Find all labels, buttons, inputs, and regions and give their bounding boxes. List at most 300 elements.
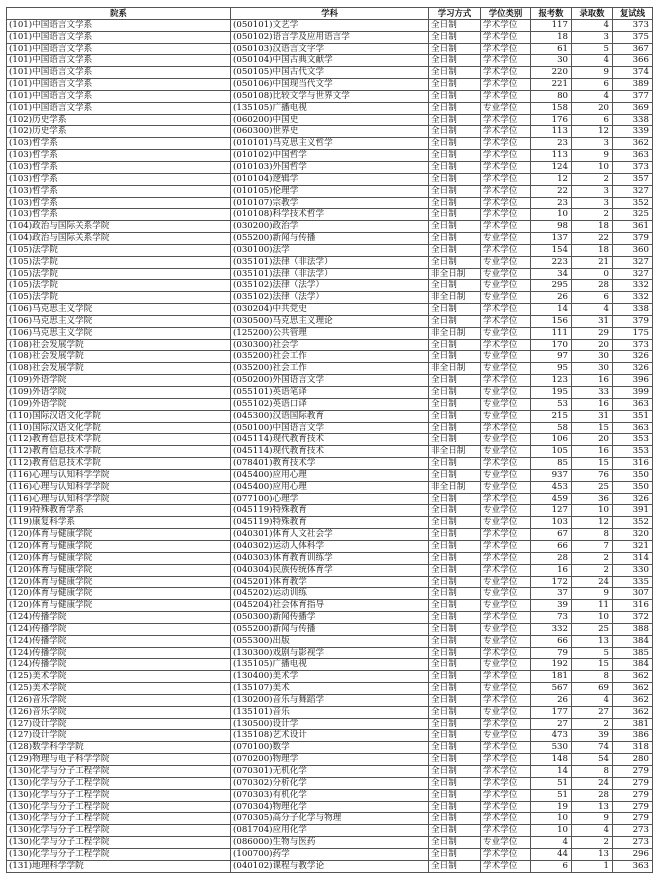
cell-department: (112)教育信息技术学院 <box>7 458 231 470</box>
cell-degree-type: 学术学位 <box>481 552 531 564</box>
cell-department: (128)数学科学学院 <box>7 742 231 754</box>
cell-subject: (045202)运动训练 <box>231 588 429 600</box>
cell-subject: (081704)应用化学 <box>231 825 429 837</box>
table-row <box>7 375 653 387</box>
table-row <box>7 90 653 102</box>
cell-study-mode: 全日制 <box>429 19 481 31</box>
cell-study-mode: 全日制 <box>429 623 481 635</box>
admissions-table <box>6 7 653 873</box>
cell-study-mode: 非全日制 <box>429 327 481 339</box>
cell-admitted: 39 <box>572 730 613 742</box>
cell-subject: (045300)汉语国际教育 <box>231 410 429 422</box>
cell-cutoff: 307 <box>613 588 653 600</box>
cell-department: (126)音乐学院 <box>7 706 231 718</box>
cell-subject: (010107)宗教学 <box>231 197 429 209</box>
cell-admitted: 5 <box>572 647 613 659</box>
cell-cutoff: 327 <box>613 185 653 197</box>
cell-study-mode: 非全日制 <box>429 292 481 304</box>
cell-department: (124)传播学院 <box>7 647 231 659</box>
cell-subject: (055300)出版 <box>231 635 429 647</box>
cell-applicants: 117 <box>531 19 572 31</box>
cell-applicants: 12 <box>531 173 572 185</box>
cell-degree-type: 专业学位 <box>481 730 531 742</box>
cell-admitted: 2 <box>572 564 613 576</box>
cell-department: (130)化学与分子工程学院 <box>7 801 231 813</box>
table-row <box>7 505 653 517</box>
cell-admitted: 4 <box>572 304 613 316</box>
cell-admitted: 15 <box>572 659 613 671</box>
cell-department: (125)美术学院 <box>7 683 231 695</box>
cell-subject: (045119)特殊教育 <box>231 505 429 517</box>
cell-study-mode: 全日制 <box>429 410 481 422</box>
cell-admitted: 22 <box>572 233 613 245</box>
table-row <box>7 67 653 79</box>
cell-department: (126)音乐学院 <box>7 694 231 706</box>
cell-degree-type: 专业学位 <box>481 351 531 363</box>
table-body <box>7 19 653 872</box>
table-row <box>7 422 653 434</box>
cell-department: (124)传播学院 <box>7 635 231 647</box>
cell-applicants: 23 <box>531 138 572 150</box>
cell-applicants: 332 <box>531 623 572 635</box>
cell-cutoff: 379 <box>613 233 653 245</box>
cell-subject: (045114)现代教育技术 <box>231 434 429 446</box>
table-row <box>7 789 653 801</box>
cell-degree-type: 专业学位 <box>481 398 531 410</box>
cell-study-mode: 全日制 <box>429 351 481 363</box>
table-row <box>7 102 653 114</box>
table-row <box>7 351 653 363</box>
cell-degree-type: 学术学位 <box>481 126 531 138</box>
cell-study-mode: 全日制 <box>429 718 481 730</box>
cell-cutoff: 332 <box>613 292 653 304</box>
cell-applicants: 10 <box>531 813 572 825</box>
cell-department: (119)康复科学系 <box>7 517 231 529</box>
cell-admitted: 16 <box>572 446 613 458</box>
cell-cutoff: 338 <box>613 114 653 126</box>
table-row <box>7 706 653 718</box>
cell-study-mode: 全日制 <box>429 67 481 79</box>
cell-degree-type: 专业学位 <box>481 292 531 304</box>
cell-subject: (135105)广播电视 <box>231 659 429 671</box>
cell-admitted: 4 <box>572 55 613 67</box>
cell-applicants: 79 <box>531 647 572 659</box>
cell-department: (130)化学与分子工程学院 <box>7 766 231 778</box>
table-row <box>7 623 653 635</box>
cell-department: (130)化学与分子工程学院 <box>7 837 231 849</box>
cell-admitted: 16 <box>572 398 613 410</box>
cell-study-mode: 全日制 <box>429 825 481 837</box>
cell-cutoff: 316 <box>613 458 653 470</box>
cell-degree-type: 学术学位 <box>481 801 531 813</box>
cell-cutoff: 361 <box>613 221 653 233</box>
cell-cutoff: 369 <box>613 102 653 114</box>
table-row <box>7 221 653 233</box>
cell-cutoff: 273 <box>613 825 653 837</box>
cell-department: (130)化学与分子工程学院 <box>7 848 231 860</box>
cell-degree-type: 专业学位 <box>481 233 531 245</box>
cell-subject: (035200)社会工作 <box>231 351 429 363</box>
cell-degree-type: 学术学位 <box>481 43 531 55</box>
cell-cutoff: 314 <box>613 552 653 564</box>
cell-admitted: 3 <box>572 197 613 209</box>
cell-cutoff: 363 <box>613 150 653 162</box>
table-row <box>7 517 653 529</box>
table-row <box>7 730 653 742</box>
cell-applicants: 295 <box>531 280 572 292</box>
cell-applicants: 158 <box>531 102 572 114</box>
cell-study-mode: 全日制 <box>429 138 481 150</box>
cell-applicants: 85 <box>531 458 572 470</box>
cell-cutoff: 332 <box>613 280 653 292</box>
table-row <box>7 801 653 813</box>
cell-subject: (030204)中共党史 <box>231 304 429 316</box>
cell-admitted: 16 <box>572 375 613 387</box>
cell-study-mode: 非全日制 <box>429 481 481 493</box>
cell-applicants: 937 <box>531 469 572 481</box>
cell-applicants: 16 <box>531 564 572 576</box>
cell-study-mode: 全日制 <box>429 789 481 801</box>
table-row <box>7 837 653 849</box>
cell-admitted: 6 <box>572 292 613 304</box>
cell-applicants: 215 <box>531 410 572 422</box>
cell-department: (116)心理与认知科学学院 <box>7 493 231 505</box>
cell-subject: (040102)课程与教学论 <box>231 860 429 872</box>
cell-admitted: 15 <box>572 422 613 434</box>
cell-study-mode: 全日制 <box>429 43 481 55</box>
cell-department: (101)中国语言文学系 <box>7 90 231 102</box>
cell-degree-type: 学术学位 <box>481 67 531 79</box>
cell-cutoff: 325 <box>613 209 653 221</box>
cell-study-mode: 全日制 <box>429 315 481 327</box>
cell-study-mode: 全日制 <box>429 706 481 718</box>
cell-subject: (130200)音乐与舞蹈学 <box>231 694 429 706</box>
cell-admitted: 29 <box>572 327 613 339</box>
cell-study-mode: 全日制 <box>429 102 481 114</box>
table-row <box>7 315 653 327</box>
cell-applicants: 14 <box>531 766 572 778</box>
cell-study-mode: 全日制 <box>429 683 481 695</box>
cell-department: (109)外语学院 <box>7 398 231 410</box>
cell-applicants: 154 <box>531 244 572 256</box>
cell-applicants: 124 <box>531 161 572 173</box>
cell-degree-type: 专业学位 <box>481 517 531 529</box>
cell-applicants: 19 <box>531 801 572 813</box>
header-subject: 学科 <box>231 8 429 20</box>
table-row <box>7 564 653 576</box>
cell-subject: (070304)物理化学 <box>231 801 429 813</box>
cell-cutoff: 320 <box>613 529 653 541</box>
cell-degree-type: 专业学位 <box>481 481 531 493</box>
cell-study-mode: 全日制 <box>429 766 481 778</box>
cell-study-mode: 全日制 <box>429 458 481 470</box>
cell-subject: (050101)文艺学 <box>231 19 429 31</box>
cell-cutoff: 373 <box>613 19 653 31</box>
cell-cutoff: 384 <box>613 635 653 647</box>
cell-degree-type: 专业学位 <box>481 505 531 517</box>
table-row <box>7 161 653 173</box>
cell-degree-type: 学术学位 <box>481 848 531 860</box>
cell-degree-type: 学术学位 <box>481 422 531 434</box>
cell-study-mode: 全日制 <box>429 256 481 268</box>
cell-study-mode: 全日制 <box>429 161 481 173</box>
cell-department: (103)哲学系 <box>7 161 231 173</box>
cell-applicants: 453 <box>531 481 572 493</box>
table-row <box>7 173 653 185</box>
cell-admitted: 54 <box>572 754 613 766</box>
cell-degree-type: 学术学位 <box>481 173 531 185</box>
cell-study-mode: 全日制 <box>429 576 481 588</box>
cell-degree-type: 学术学位 <box>481 244 531 256</box>
cell-admitted: 2 <box>572 718 613 730</box>
cell-admitted: 6 <box>572 114 613 126</box>
cell-cutoff: 362 <box>613 138 653 150</box>
cell-applicants: 459 <box>531 493 572 505</box>
cell-cutoff: 384 <box>613 659 653 671</box>
cell-degree-type: 学术学位 <box>481 647 531 659</box>
cell-subject: (040302)运动人体科学 <box>231 540 429 552</box>
cell-applicants: 181 <box>531 671 572 683</box>
cell-subject: (070301)无机化学 <box>231 766 429 778</box>
cell-cutoff: 362 <box>613 683 653 695</box>
cell-admitted: 4 <box>572 825 613 837</box>
cell-admitted: 10 <box>572 505 613 517</box>
cell-subject: (130300)戏剧与影视学 <box>231 647 429 659</box>
cell-cutoff: 352 <box>613 517 653 529</box>
cell-applicants: 137 <box>531 233 572 245</box>
cell-subject: (050200)外国语言文学 <box>231 375 429 387</box>
cell-cutoff: 351 <box>613 410 653 422</box>
cell-department: (103)哲学系 <box>7 197 231 209</box>
cell-applicants: 103 <box>531 517 572 529</box>
cell-cutoff: 280 <box>613 754 653 766</box>
cell-cutoff: 362 <box>613 671 653 683</box>
cell-applicants: 67 <box>531 529 572 541</box>
cell-degree-type: 专业学位 <box>481 635 531 647</box>
cell-degree-type: 学术学位 <box>481 766 531 778</box>
cell-cutoff: 318 <box>613 742 653 754</box>
cell-degree-type: 学术学位 <box>481 612 531 624</box>
cell-department: (129)物理与电子科学学院 <box>7 754 231 766</box>
cell-degree-type: 学术学位 <box>481 671 531 683</box>
cell-admitted: 4 <box>572 694 613 706</box>
cell-admitted: 12 <box>572 126 613 138</box>
cell-applicants: 105 <box>531 446 572 458</box>
cell-applicants: 223 <box>531 256 572 268</box>
cell-degree-type: 专业学位 <box>481 102 531 114</box>
cell-admitted: 11 <box>572 600 613 612</box>
cell-study-mode: 全日制 <box>429 860 481 872</box>
cell-study-mode: 全日制 <box>429 233 481 245</box>
cell-subject: (045114)现代教育技术 <box>231 446 429 458</box>
cell-cutoff: 388 <box>613 623 653 635</box>
cell-degree-type: 专业学位 <box>481 387 531 399</box>
cell-admitted: 25 <box>572 623 613 635</box>
cell-subject: (050100)中国语言文学 <box>231 422 429 434</box>
table-row <box>7 410 653 422</box>
cell-department: (106)马克思主义学院 <box>7 304 231 316</box>
cell-study-mode: 全日制 <box>429 434 481 446</box>
cell-degree-type: 学术学位 <box>481 754 531 766</box>
cell-degree-type: 专业学位 <box>481 837 531 849</box>
cell-subject: (040303)体育教育训练学 <box>231 552 429 564</box>
header-department: 院系 <box>7 8 231 20</box>
cell-department: (103)哲学系 <box>7 209 231 221</box>
cell-cutoff: 399 <box>613 387 653 399</box>
table-row <box>7 244 653 256</box>
cell-degree-type: 学术学位 <box>481 150 531 162</box>
cell-applicants: 170 <box>531 339 572 351</box>
cell-study-mode: 全日制 <box>429 730 481 742</box>
cell-subject: (035102)法律（法学） <box>231 292 429 304</box>
cell-study-mode: 全日制 <box>429 659 481 671</box>
cell-study-mode: 全日制 <box>429 90 481 102</box>
cell-degree-type: 专业学位 <box>481 446 531 458</box>
cell-subject: (070100)数学 <box>231 742 429 754</box>
cell-cutoff: 316 <box>613 600 653 612</box>
cell-admitted: 20 <box>572 339 613 351</box>
cell-admitted: 8 <box>572 529 613 541</box>
cell-subject: (070200)物理学 <box>231 754 429 766</box>
cell-subject: (030500)马克思主义理论 <box>231 315 429 327</box>
cell-degree-type: 专业学位 <box>481 706 531 718</box>
cell-cutoff: 391 <box>613 505 653 517</box>
table-row <box>7 576 653 588</box>
cell-applicants: 530 <box>531 742 572 754</box>
cell-subject: (035102)法律（法学） <box>231 280 429 292</box>
cell-cutoff: 350 <box>613 481 653 493</box>
table-row <box>7 754 653 766</box>
cell-admitted: 30 <box>572 351 613 363</box>
cell-degree-type: 学术学位 <box>481 138 531 150</box>
cell-applicants: 26 <box>531 292 572 304</box>
cell-subject: (130500)设计学 <box>231 718 429 730</box>
cell-admitted: 76 <box>572 469 613 481</box>
cell-admitted: 8 <box>572 671 613 683</box>
cell-degree-type: 学术学位 <box>481 197 531 209</box>
table-row <box>7 398 653 410</box>
cell-degree-type: 学术学位 <box>481 540 531 552</box>
cell-department: (102)历史学系 <box>7 114 231 126</box>
cell-subject: (070305)高分子化学与物理 <box>231 813 429 825</box>
cell-degree-type: 学术学位 <box>481 742 531 754</box>
cell-degree-type: 学术学位 <box>481 529 531 541</box>
cell-cutoff: 360 <box>613 244 653 256</box>
cell-applicants: 51 <box>531 777 572 789</box>
cell-admitted: 74 <box>572 742 613 754</box>
cell-department: (105)法学院 <box>7 256 231 268</box>
cell-subject: (055200)新闻与传播 <box>231 623 429 635</box>
cell-admitted: 15 <box>572 458 613 470</box>
cell-department: (103)哲学系 <box>7 173 231 185</box>
cell-department: (116)心理与认知科学学院 <box>7 481 231 493</box>
cell-admitted: 12 <box>572 517 613 529</box>
table-row <box>7 825 653 837</box>
cell-study-mode: 非全日制 <box>429 446 481 458</box>
admissions-table-wrapper <box>6 7 652 873</box>
cell-department: (104)政治与国际关系学院 <box>7 233 231 245</box>
cell-applicants: 567 <box>531 683 572 695</box>
table-row <box>7 529 653 541</box>
cell-applicants: 127 <box>531 505 572 517</box>
cell-subject: (055101)英语笔译 <box>231 387 429 399</box>
cell-department: (130)化学与分子工程学院 <box>7 825 231 837</box>
cell-study-mode: 全日制 <box>429 564 481 576</box>
cell-study-mode: 全日制 <box>429 777 481 789</box>
cell-degree-type: 专业学位 <box>481 600 531 612</box>
cell-subject: (035200)社会工作 <box>231 363 429 375</box>
cell-department: (105)法学院 <box>7 280 231 292</box>
cell-degree-type: 专业学位 <box>481 576 531 588</box>
cell-applicants: 53 <box>531 398 572 410</box>
cell-degree-type: 学术学位 <box>481 375 531 387</box>
cell-degree-type: 专业学位 <box>481 280 531 292</box>
cell-applicants: 148 <box>531 754 572 766</box>
cell-study-mode: 全日制 <box>429 173 481 185</box>
cell-admitted: 28 <box>572 280 613 292</box>
cell-subject: (045201)体育教学 <box>231 576 429 588</box>
cell-department: (109)外语学院 <box>7 387 231 399</box>
cell-cutoff: 339 <box>613 126 653 138</box>
cell-department: (127)设计学院 <box>7 718 231 730</box>
cell-applicants: 73 <box>531 612 572 624</box>
table-row <box>7 55 653 67</box>
cell-cutoff: 396 <box>613 375 653 387</box>
cell-degree-type: 专业学位 <box>481 410 531 422</box>
cell-cutoff: 321 <box>613 540 653 552</box>
cell-cutoff: 389 <box>613 79 653 91</box>
table-row <box>7 434 653 446</box>
table-row <box>7 268 653 280</box>
cell-cutoff: 353 <box>613 446 653 458</box>
cell-department: (105)法学院 <box>7 292 231 304</box>
cell-study-mode: 全日制 <box>429 837 481 849</box>
cell-applicants: 106 <box>531 434 572 446</box>
table-row <box>7 43 653 55</box>
cell-cutoff: 326 <box>613 493 653 505</box>
header-cutoff: 复试线 <box>613 8 653 20</box>
cell-subject: (050102)语言学及应用语言学 <box>231 31 429 43</box>
cell-degree-type: 专业学位 <box>481 327 531 339</box>
cell-department: (110)国际汉语文化学院 <box>7 422 231 434</box>
table-row <box>7 694 653 706</box>
cell-department: (125)美术学院 <box>7 671 231 683</box>
cell-department: (120)体育与健康学院 <box>7 588 231 600</box>
cell-admitted: 20 <box>572 434 613 446</box>
table-row <box>7 150 653 162</box>
cell-applicants: 177 <box>531 706 572 718</box>
cell-cutoff: 374 <box>613 67 653 79</box>
cell-cutoff: 366 <box>613 55 653 67</box>
cell-admitted: 24 <box>572 576 613 588</box>
cell-subject: (135101)音乐 <box>231 706 429 718</box>
cell-subject: (135105)广播电视 <box>231 102 429 114</box>
cell-department: (105)法学院 <box>7 268 231 280</box>
cell-degree-type: 学术学位 <box>481 458 531 470</box>
cell-study-mode: 全日制 <box>429 209 481 221</box>
cell-study-mode: 全日制 <box>429 375 481 387</box>
cell-department: (131)地理科学学院 <box>7 860 231 872</box>
cell-department: (130)化学与分子工程学院 <box>7 789 231 801</box>
cell-subject: (030200)政治学 <box>231 221 429 233</box>
table-row <box>7 339 653 351</box>
cell-degree-type: 专业学位 <box>481 659 531 671</box>
cell-applicants: 192 <box>531 659 572 671</box>
cell-department: (106)马克思主义学院 <box>7 327 231 339</box>
cell-degree-type: 学术学位 <box>481 31 531 43</box>
header-applicants: 报考数 <box>531 8 572 20</box>
table-row <box>7 327 653 339</box>
